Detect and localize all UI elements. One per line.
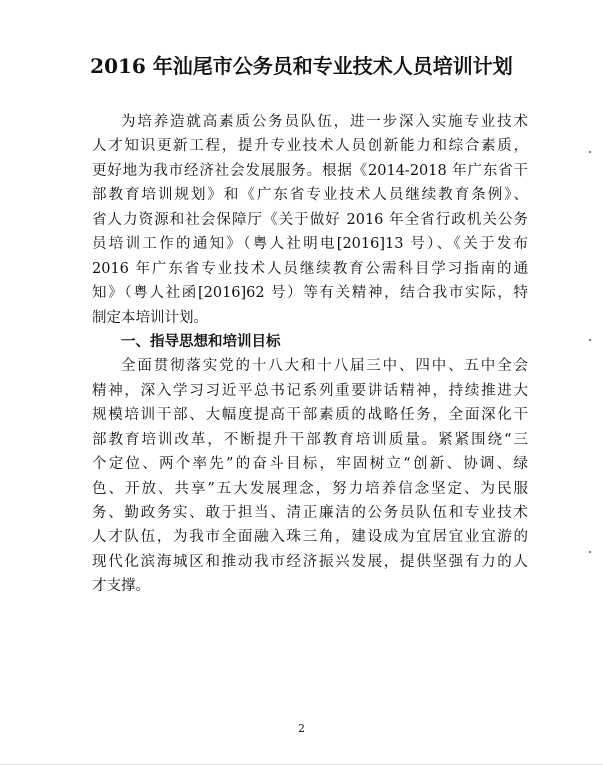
margin-mark <box>589 339 591 341</box>
margin-mark <box>589 151 591 153</box>
margin-mark <box>589 551 591 553</box>
paragraph-line: 全面贯彻落实党的十八大和十八届三中、四中、五中全会 <box>121 358 528 375</box>
paragraph-line: 人才队伍，为我市全面融入珠三角，建设成为宜居宜业宜游的 <box>92 529 528 546</box>
paragraph-line: 个定位、两个率先”的奋斗目标，牢固树立“创新、协调、绿 <box>92 456 528 473</box>
paragraph-line: 员培训工作的通知》（粤人社明电[2016]13 号）、《关于发布 <box>92 236 528 253</box>
paragraph-line: 人才知识更新工程，提升专业技术人员创新能力和综合素质， <box>92 138 528 155</box>
paragraph-line: 更好地为我市经济社会发展服务。根据《2014-2018 年广东省干 <box>92 162 528 179</box>
document-title: 2016 年汕尾市公务员和专业技术人员培训计划 <box>90 54 513 78</box>
paragraph-line: 为培养造就高素质公务员队伍，进一步深入实施专业技术 <box>121 114 528 130</box>
paragraph-line: 务、勤政务实、敢于担当、清正廉洁的公务员队伍和专业技术 <box>92 505 528 521</box>
paragraph-line: 省人力资源和社会保障厅《关于做好 2016 年全省行政机关公务 <box>92 211 528 228</box>
paragraph-line: 色、开放、共享”五大发展理念，努力培养信念坚定、为民服 <box>92 480 528 497</box>
page-number: 2 <box>298 722 305 735</box>
intro-paragraph <box>92 110 528 330</box>
paragraph-line: 精神，深入学习习近平总书记系列重要讲话精神，持续推进大 <box>92 382 528 399</box>
paragraph-line: 制定本培训计划。 <box>92 309 208 326</box>
section-heading: 一、指导思想和培训目标 <box>121 333 281 350</box>
paragraph-line: 才支撑。 <box>92 578 150 595</box>
paragraph-line: 部教育培训改革，不断提升干部教育培训质量。紧紧围绕“三 <box>92 431 528 448</box>
paragraph-line: 规模培训干部、大幅度提高干部素质的战略任务，全面深化干 <box>92 407 528 424</box>
paragraph-line: 2016 年广东省专业技术人员继续教育公需科目学习指南的通 <box>92 260 528 277</box>
section-paragraph <box>92 354 528 598</box>
paragraph-line: 部教育培训规划》和《广东省专业技术人员继续教育条例》、 <box>92 187 528 204</box>
document-body <box>92 110 528 599</box>
paragraph-line: 现代化滨海城区和推动我市经济振兴发展，提供坚强有力的人 <box>92 553 528 570</box>
paragraph-line: 知》（粤人社函[2016]62 号）等有关精神，结合我市实际，特 <box>92 285 528 302</box>
